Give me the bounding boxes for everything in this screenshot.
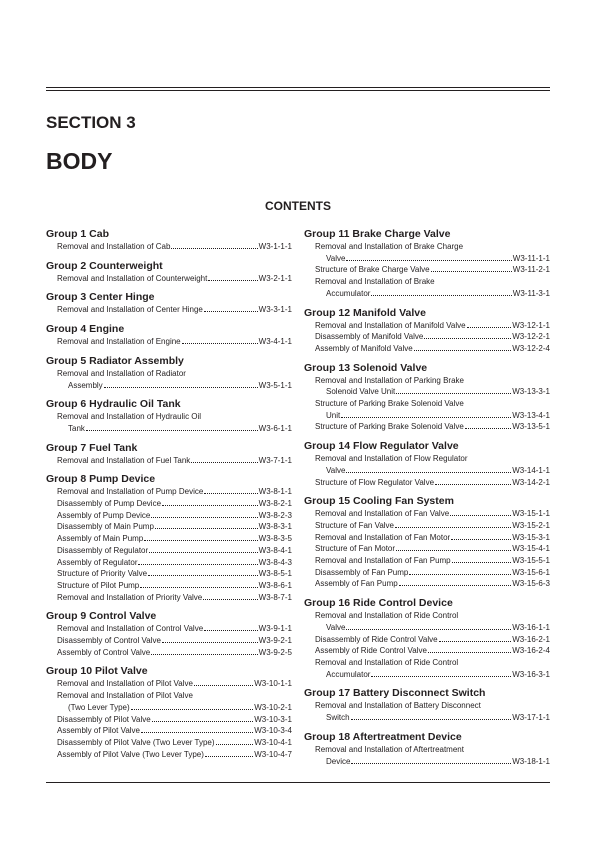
entry-title-line: Removal and Installation of Pilot Valve: [57, 679, 193, 689]
toc-group: [304, 494, 550, 590]
dot-leader: [414, 350, 512, 351]
entry-title-line: Removal and Installation of Control Valve: [57, 624, 204, 634]
toc-group: [46, 441, 292, 467]
page-reference: W3-10-1-1: [254, 679, 292, 689]
toc-entry[interactable]: [46, 623, 292, 635]
toc-entry[interactable]: [304, 508, 550, 520]
dot-leader: [203, 599, 257, 600]
dot-leader: [424, 338, 511, 339]
group-title: Group 14 Flow Regulator Valve: [304, 440, 459, 453]
entry-title-line: Removal and Installation of Flow Regulator: [315, 454, 468, 464]
toc-entry[interactable]: [304, 567, 550, 579]
entry-title-line: Assembly of Main Pump: [57, 534, 144, 544]
toc-entry[interactable]: [304, 264, 550, 276]
toc-entry[interactable]: [46, 580, 292, 592]
entry-title-line: Assembly: [68, 380, 103, 390]
dot-leader: [465, 428, 511, 429]
toc-group: [46, 259, 292, 285]
toc-entry[interactable]: [304, 375, 550, 398]
entry-title-line: Assembly of Pilot Valve (Two Lever Type): [57, 749, 204, 759]
page-reference: W3-11-1-1: [512, 253, 550, 263]
entry-title-line: Disassembly of Pump Device: [57, 499, 162, 509]
page-reference: W3-6-1-1: [258, 423, 292, 433]
toc-entry[interactable]: [304, 331, 550, 343]
toc-entry[interactable]: [46, 690, 292, 713]
footer-rule: [46, 782, 550, 783]
page-reference: W3-15-6-3: [512, 579, 550, 589]
toc-entry[interactable]: [304, 543, 550, 555]
toc-entry[interactable]: [304, 320, 550, 332]
dot-leader: [141, 732, 253, 733]
page-reference: W3-15-6-1: [512, 567, 550, 577]
page-reference: W3-15-4-1: [512, 544, 550, 554]
dot-leader: [138, 564, 257, 565]
page-reference: W3-8-5-1: [258, 569, 292, 579]
entry-title-line: Removal and Installation of Pump Device: [57, 487, 204, 497]
dot-leader: [151, 654, 257, 655]
page-reference: W3-16-2-1: [512, 634, 550, 644]
toc-entry[interactable]: [46, 647, 292, 659]
page-reference: W3-13-5-1: [512, 422, 550, 432]
dot-leader: [396, 550, 511, 551]
toc-entry[interactable]: [46, 557, 292, 569]
entry-title-line: Removal and Installation of Aftertreatment: [315, 744, 464, 754]
page-reference: W3-2-1-1: [258, 273, 292, 283]
page-reference: W3-10-4-7: [254, 749, 292, 759]
toc-group: [46, 664, 292, 760]
dot-leader: [149, 552, 258, 553]
entry-title-line: Assembly of Pump Device: [57, 510, 151, 520]
toc-entry[interactable]: [46, 737, 292, 749]
dot-leader: [216, 744, 254, 745]
dot-leader: [396, 393, 511, 394]
toc-group: [304, 439, 550, 488]
toc-entry[interactable]: [46, 568, 292, 580]
entry-title-line: Assembly of Pilot Valve: [57, 726, 140, 736]
group-title: Group 12 Manifold Valve: [304, 306, 426, 319]
group-title: Group 5 Radiator Assembly: [46, 354, 184, 367]
entry-title-line: Removal and Installation of Engine: [57, 337, 181, 347]
entry-title-line: Assembly of Ride Control Valve: [315, 646, 427, 656]
entry-title-line: Removal and Installation of Fan Valve: [315, 509, 450, 519]
page-reference: W3-13-3-1: [512, 387, 550, 397]
toc-entry[interactable]: [46, 304, 292, 316]
entry-title-line: Device: [326, 756, 351, 766]
dot-leader: [162, 642, 258, 643]
entry-title-line: (Two Lever Type): [68, 702, 130, 712]
dot-leader: [431, 271, 512, 272]
dot-leader: [144, 540, 257, 541]
page-reference: W3-10-2-1: [254, 702, 292, 712]
contents-heading: CONTENTS: [265, 199, 331, 213]
entry-title-line: Valve: [326, 253, 346, 263]
page-reference: W3-8-4-3: [258, 557, 292, 567]
toc-entry[interactable]: [46, 455, 292, 467]
dot-leader: [204, 630, 258, 631]
toc-entry[interactable]: [304, 241, 550, 264]
entry-title-line: Disassembly of Manifold Valve: [315, 332, 424, 342]
dot-leader: [86, 430, 258, 431]
toc-left-column: [46, 227, 292, 766]
entry-title-line: Disassembly of Pilot Valve (Two Lever Type): [57, 737, 215, 747]
dot-leader: [205, 756, 253, 757]
toc-group: [304, 361, 550, 434]
entry-title-line: Accumulator: [326, 669, 371, 679]
toc-entry[interactable]: [46, 635, 292, 647]
toc-entry[interactable]: [304, 520, 550, 532]
toc-entry[interactable]: [304, 578, 550, 590]
page-reference: W3-16-1-1: [512, 622, 550, 632]
dot-leader: [450, 515, 511, 516]
page-reference: W3-15-2-1: [512, 520, 550, 530]
entry-title-line: Removal and Installation of Fan Motor: [315, 532, 451, 542]
toc-entry[interactable]: [304, 610, 550, 633]
dot-leader: [452, 562, 512, 563]
dot-leader: [171, 248, 257, 249]
dot-leader: [182, 343, 258, 344]
toc-group: [46, 354, 292, 391]
entry-title-line: Removal and Installation of Brake Charge: [315, 242, 464, 251]
entry-title-line: Removal and Installation of Parking Brake: [315, 375, 464, 385]
entry-title-line: Solenoid Valve Unit: [326, 387, 396, 397]
toc-entry[interactable]: [304, 532, 550, 544]
entry-title-line: Removal and Installation of Fan Pump: [315, 556, 451, 566]
entry-title-line: Assembly of Regulator: [57, 557, 138, 567]
entry-title-line: Structure of Brake Charge Valve: [315, 265, 430, 275]
dot-leader: [435, 484, 511, 485]
group-title: Group 2 Counterweight: [46, 259, 163, 272]
toc-entry[interactable]: [304, 477, 550, 489]
page-reference: W3-7-1-1: [258, 455, 292, 465]
toc-entry[interactable]: [46, 498, 292, 510]
page-reference: W3-1-1-1: [258, 242, 292, 251]
dot-leader: [152, 721, 254, 722]
toc-entry[interactable]: [46, 714, 292, 726]
toc-entry[interactable]: [304, 657, 550, 680]
group-title: Group 18 Aftertreatment Device: [304, 730, 462, 743]
toc-entry[interactable]: [304, 453, 550, 476]
entry-title-line: Structure of Flow Regulator Valve: [315, 477, 435, 487]
group-title: Group 9 Control Valve: [46, 610, 157, 623]
page-reference: W3-8-2-1: [258, 499, 292, 509]
entry-title-line: Removal and Installation of Center Hinge: [57, 305, 203, 315]
dot-leader: [162, 505, 258, 506]
page-reference: W3-8-3-1: [258, 522, 292, 532]
entry-title-line: Removal and Installation of Ride Control: [315, 657, 459, 667]
toc-entry[interactable]: [46, 592, 292, 604]
toc-entry[interactable]: [304, 555, 550, 567]
page-reference: W3-3-1-1: [258, 305, 292, 315]
group-title: Group 6 Hydraulic Oil Tank: [46, 398, 181, 411]
page-reference: W3-10-3-1: [254, 714, 292, 724]
page-reference: W3-8-2-3: [258, 510, 292, 520]
dot-leader: [428, 652, 511, 653]
entry-title-line: Disassembly of Pilot Valve: [57, 714, 151, 724]
toc-entry[interactable]: [46, 725, 292, 737]
entry-title-line: Unit: [326, 410, 341, 420]
entry-title-line: Disassembly of Fan Pump: [315, 567, 409, 577]
section-label: SECTION 3: [46, 113, 136, 132]
dot-leader: [409, 574, 511, 575]
dot-leader: [467, 327, 512, 328]
page-reference: W3-10-4-1: [254, 737, 292, 747]
entry-title-line: Removal and Installation of Cab: [57, 242, 171, 251]
group-title: Group 17 Battery Disconnect Switch: [304, 687, 486, 700]
page-reference: W3-12-2-4: [512, 343, 550, 353]
entry-title-line: Removal and Installation of Counterweight: [57, 273, 208, 283]
toc-group: [304, 596, 550, 680]
page-reference: W3-12-2-1: [512, 332, 550, 342]
page-reference: W3-11-3-1: [512, 288, 550, 298]
entry-title-line: Switch: [326, 713, 350, 723]
entry-title-line: Removal and Installation of Manifold Valve: [315, 320, 466, 330]
group-title: Group 16 Ride Control Device: [304, 597, 453, 610]
group-title: Group 13 Solenoid Valve: [304, 361, 428, 374]
entry-title-line: Removal and Installation of Fuel Tank: [57, 455, 191, 465]
toc-group: [304, 306, 550, 355]
dot-leader: [148, 575, 258, 576]
dot-leader: [371, 676, 511, 677]
toc-group: [304, 730, 550, 767]
dot-leader: [104, 387, 258, 388]
dot-leader: [439, 641, 512, 642]
entry-title-line: Structure of Fan Motor: [315, 544, 396, 554]
toc-entry[interactable]: [46, 411, 292, 434]
toc-entry[interactable]: [304, 276, 550, 299]
page-reference: W3-8-6-1: [258, 580, 292, 590]
dot-leader: [151, 517, 257, 518]
entry-title-line: Structure of Fan Valve: [315, 520, 394, 530]
page-reference: W3-4-1-1: [258, 337, 292, 347]
toc-entry[interactable]: [304, 634, 550, 646]
page-reference: W3-5-1-1: [258, 380, 292, 390]
dot-leader: [204, 311, 258, 312]
toc-entry[interactable]: [46, 545, 292, 557]
toc-entry[interactable]: [304, 421, 550, 433]
dot-leader: [351, 719, 512, 720]
toc-entry[interactable]: [46, 336, 292, 348]
page-reference: W3-17-1-1: [512, 713, 550, 723]
toc-group: [46, 227, 292, 253]
toc-group: [46, 609, 292, 658]
group-title: Group 3 Center Hinge: [46, 291, 155, 304]
page-reference: W3-16-3-1: [512, 669, 550, 679]
entry-title-line: Removal and Installation of Brake: [315, 277, 435, 287]
entry-title-line: Removal and Installation of Radiator: [57, 368, 186, 378]
toc-entry[interactable]: [304, 645, 550, 657]
entry-title-line: Assembly of Control Valve: [57, 647, 151, 657]
entry-title-line: Assembly of Manifold Valve: [315, 343, 413, 353]
page-reference: W3-10-3-4: [254, 726, 292, 736]
entry-title-line: Tank: [68, 423, 85, 433]
page-reference: W3-8-7-1: [258, 592, 292, 602]
header-rule: [46, 90, 550, 91]
toc-entry[interactable]: [46, 486, 292, 498]
toc-group: [304, 686, 550, 723]
toc-right-column: [304, 227, 550, 773]
group-title: Group 11 Brake Charge Valve: [304, 228, 451, 240]
toc-entry[interactable]: [304, 744, 550, 767]
group-title: Group 1 Cab: [46, 228, 110, 240]
dot-leader: [371, 295, 511, 296]
dot-leader: [351, 763, 511, 764]
entry-title-line: Accumulator: [326, 288, 371, 298]
header-rule: [46, 87, 550, 88]
page-reference: W3-9-2-1: [258, 636, 292, 646]
page-reference: W3-14-2-1: [512, 477, 550, 487]
entry-title-line: Disassembly of Ride Control Valve: [315, 634, 438, 644]
entry-title-line: Disassembly of Regulator: [57, 545, 149, 555]
toc-entry[interactable]: [46, 241, 292, 253]
page-reference: W3-15-3-1: [512, 532, 550, 542]
entry-title-line: Removal and Installation of Pilot Valve: [57, 691, 193, 701]
group-title: Group 10 Pilot Valve: [46, 665, 148, 678]
toc-group: [46, 397, 292, 434]
page-reference: W3-13-4-1: [512, 410, 550, 420]
dot-leader: [204, 493, 257, 494]
group-title: Group 7 Fuel Tank: [46, 441, 138, 454]
page-reference: W3-14-1-1: [512, 465, 550, 475]
dot-leader: [451, 539, 511, 540]
toc-group: [304, 227, 550, 300]
page-reference: W3-8-4-1: [258, 545, 292, 555]
group-title: Group 8 Pump Device: [46, 473, 156, 486]
page-reference: W3-15-5-1: [512, 556, 550, 566]
entry-title-line: Valve: [326, 622, 346, 632]
entry-title-line: Valve: [326, 465, 346, 475]
toc-group: [46, 290, 292, 316]
page-reference: W3-18-1-1: [512, 756, 550, 766]
toc-entry[interactable]: [304, 700, 550, 723]
dot-leader: [346, 472, 511, 473]
page-reference: W3-9-1-1: [258, 624, 292, 634]
dot-leader: [155, 528, 258, 529]
toc-entry[interactable]: [46, 749, 292, 761]
toc-entry[interactable]: [46, 521, 292, 533]
toc-entry[interactable]: [46, 678, 292, 690]
entry-title-line: Removal and Installation of Ride Control: [315, 611, 459, 621]
dot-leader: [395, 527, 511, 528]
dot-leader: [208, 280, 257, 281]
page-reference: W3-8-1-1: [258, 487, 292, 497]
dot-leader: [346, 260, 511, 261]
entry-title-line: Structure of Parking Brake Solenoid Valve: [315, 399, 464, 409]
page-reference: W3-16-2-4: [512, 646, 550, 656]
toc-group: [46, 322, 292, 348]
group-title: Group 15 Cooling Fan System: [304, 495, 454, 508]
page-reference: W3-12-1-1: [512, 320, 550, 330]
dot-leader: [346, 629, 511, 630]
entry-title-line: Structure of Priority Valve: [57, 569, 148, 579]
toc-entry[interactable]: [46, 510, 292, 522]
entry-title-line: Disassembly of Control Valve: [57, 636, 161, 646]
entry-title-line: Removal and Installation of Battery Disconnect: [315, 701, 481, 711]
dot-leader: [191, 462, 257, 463]
section-title: BODY: [46, 148, 113, 174]
page-reference: W3-15-1-1: [512, 509, 550, 519]
toc-entry[interactable]: [304, 398, 550, 421]
dot-leader: [399, 585, 512, 586]
toc-entry[interactable]: [46, 533, 292, 545]
entry-title-line: Removal and Installation of Priority Valve: [57, 592, 203, 602]
dot-leader: [341, 417, 511, 418]
dot-leader: [194, 685, 253, 686]
dot-leader: [140, 587, 257, 588]
page-reference: W3-8-3-5: [258, 534, 292, 544]
entry-title-line: Structure of Pilot Pump: [57, 580, 140, 590]
entry-title-line: Assembly of Fan Pump: [315, 579, 398, 589]
toc-entry[interactable]: [46, 368, 292, 391]
entry-title-line: Structure of Parking Brake Solenoid Valve: [315, 422, 464, 432]
group-title: Group 4 Engine: [46, 323, 125, 336]
page-reference: W3-11-2-1: [512, 265, 550, 275]
page-reference: W3-9-2-5: [258, 647, 292, 657]
entry-title-line: Removal and Installation of Hydraulic Oil: [57, 412, 202, 422]
dot-leader: [131, 709, 254, 710]
toc-entry[interactable]: [304, 343, 550, 355]
toc-entry[interactable]: [46, 273, 292, 285]
entry-title-line: Disassembly of Main Pump: [57, 522, 154, 532]
toc-group: [46, 472, 292, 603]
